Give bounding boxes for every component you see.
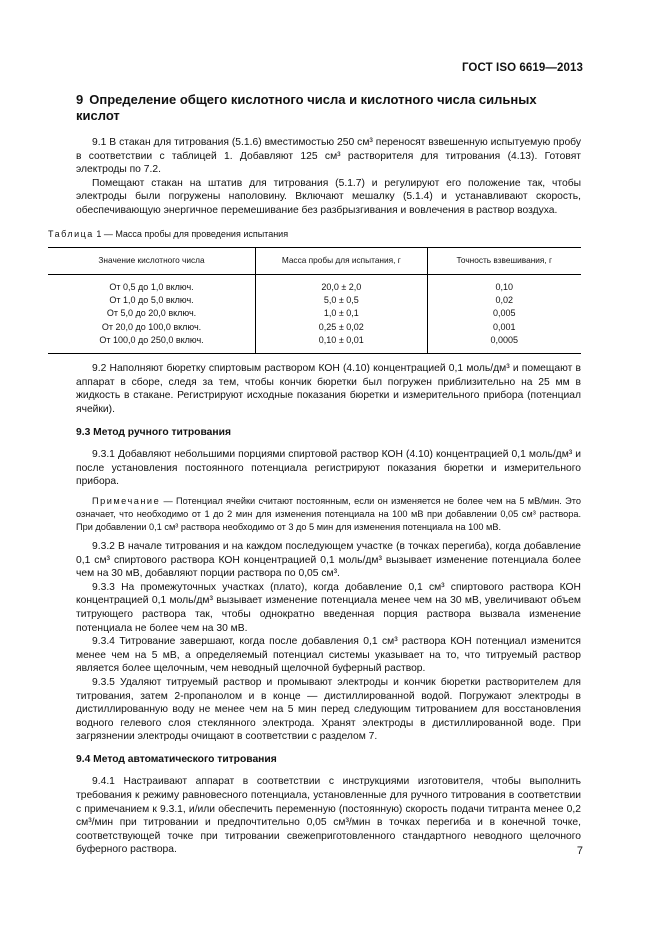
column-header: Значение кислотного числа xyxy=(48,248,256,275)
table-cell: 0,0005 xyxy=(427,334,581,354)
column-header: Масса пробы для испытания, г xyxy=(256,248,427,275)
sample-mass-table xyxy=(48,247,581,354)
table-caption-label: Таблица xyxy=(48,228,94,239)
table-row xyxy=(48,321,581,334)
subsection-9-3-heading: 9.3 Метод ручного титрования xyxy=(76,426,231,438)
table-cell: От 20,0 до 100,0 включ. xyxy=(101,321,202,332)
note xyxy=(76,495,581,534)
table-cell: 5,0 ± 0,5 xyxy=(256,294,427,307)
paragraph-9-1: 9.1 В стакан для титрования (5.1.6) вместимостью 250 см³ переносят взвешенную испытуемую пробу в соответствии с таблицей 1. Добавляют 125 см³ растворителя для титрования (4.13). Готовят электроды по 7.2. xyxy=(76,137,581,176)
section-number: 9 xyxy=(76,92,84,107)
table-cell: 20,0 ± 2,0 xyxy=(256,274,427,294)
paragraph-9-3-1: 9.3.1 Добавляют небольшими порциями спиртовой раствор КОН (4.10) концентрацией 0,1 моль/дм³ и после установления постоянного потенциала регистрируют показания бюретки и измерительного прибора. xyxy=(76,449,581,488)
table-cell: От 0,5 до 1,0 включ. xyxy=(109,281,194,292)
subsection-9-4-heading: 9.4 Метод автоматического титрования xyxy=(76,753,277,765)
table-header-row xyxy=(48,248,581,275)
table-cell: От 1,0 до 5,0 включ. xyxy=(109,295,194,306)
paragraph-9-3-3: 9.3.3 На промежуточных участках (плато), когда добавление 0,1 см³ спиртового раствора КОН концентрацией 0,1 моль/дм³ вызывает изменение потенциала менее чем на 30 мВ, увеличивают объем титрующего раствора так, чтобы однократно введенная порция раствора вызвала изменение потенциала не более чем на 30 мВ. xyxy=(76,581,581,634)
table-cell: 0,001 xyxy=(427,321,581,334)
note-label: Примечание xyxy=(92,495,161,506)
section-title: Определение общего кислотного числа и кислотного числа сильных кислот xyxy=(76,92,537,123)
table-row xyxy=(48,274,581,294)
table-cell: 0,10 xyxy=(427,274,581,294)
table-row xyxy=(48,294,581,307)
table-cell: 0,005 xyxy=(427,307,581,320)
section-9-heading xyxy=(76,92,581,124)
standard-header: ГОСТ ISO 6619—2013 xyxy=(461,62,583,74)
table-caption-text: 1 — Масса пробы для проведения испытания xyxy=(96,228,289,239)
table-cell: 0,10 ± 0,01 xyxy=(256,334,427,354)
note-text: — Потенциал ячейки считают постоянным, если он изменяется не более чем на 5 мВ/мин. Это означает, что необходимо от 1 до 2 мин для изменения потенциала на 100 мВ при добавлении 0,05 см³ раствора. При добавлении 0,1 см³ раствора необходимо от 3 до 5 мин для изменения потенциала на 100 мВ. xyxy=(76,495,581,532)
table-row xyxy=(48,307,581,320)
column-header: Точность взвешивания, г xyxy=(427,248,581,275)
table-row xyxy=(48,334,581,354)
table-cell: 1,0 ± 0,1 xyxy=(256,307,427,320)
page-number: 7 xyxy=(576,845,583,857)
table-caption xyxy=(48,228,581,242)
paragraph-9-3-4: 9.3.4 Титрование завершают, когда после добавления 0,1 см³ раствора КОН потенциал изменится менее чем на 5 мВ, а определяемый потенциал системы указывает на то, что титруемый раствор является более щелочным, чем неводный щелочной буферный раствор. xyxy=(76,636,581,675)
table-cell: От 100,0 до 250,0 включ. xyxy=(48,334,256,354)
page-content xyxy=(48,92,581,857)
table-cell: 0,02 xyxy=(427,294,581,307)
table-cell: От 5,0 до 20,0 включ. xyxy=(106,308,197,319)
paragraph-9-2: 9.2 Наполняют бюретку спиртовым раствором КОН (4.10) концентрацией 0,1 моль/дм³ и помещают в аппарат в сборе, следя за тем, чтобы кончик бюретки был погружен приблизительно на 25 мм в жидкость в стакане. Регистрируют исходные показания бюретки и измерительного прибора (потенциал ячейки). xyxy=(76,363,581,416)
paragraph-9-4-1: 9.4.1 Настраивают аппарат в соответствии с инструкциями изготовителя, чтобы выполнить требования к режиму равновесного потенциала, установленные для ручного титрования в соответствии с примечанием к 9.3.1, и/или обеспечить переменную (постоянную) скорость подачи титранта менее 0,2 см³/мин при титровании и предпочтительно 0,05 см³/мин в точках перегиба и в конечной точке, соответствующей точке при титровании свежеприготовленного стандартного неводного щелочного буферного раствора. xyxy=(76,776,581,856)
table-cell: 0,25 ± 0,02 xyxy=(256,321,427,334)
paragraph-9-3-5: 9.3.5 Удаляют титруемый раствор и промывают электроды и кончик бюретки растворителем для титрования, затем 2-пропанолом и в конце — дистиллированной водой. Погружают электроды в дистиллированную воду не менее чем на 5 мин перед следующим титрованием для восстановления водного гелевого слоя стеклянного электрода. Хранят электроды в дистиллированной воде. При загрязнении электроды очищают в соответствии с разделом 7. xyxy=(76,676,581,743)
paragraph-9-3-2: 9.3.2 В начале титрования и на каждом последующем участке (в точках перегиба), когда добавление 0,1 см³ спиртового раствора КОН концентрацией 0,1 моль/дм³ вызывает изменение потенциала более чем на 30 мВ, добавляют порции раствора по 0,05 см³. xyxy=(76,540,581,580)
paragraph-9-1-b: Помещают стакан на штатив для титрования (5.1.7) и регулируют его положение так, чтобы электроды были погружены наполовину. Включают мешалку (5.1.4) и устанавливают скорость, обеспечивающую энергичное перемешивание без разбрызгивания и вовлечения в раствор воздуха. xyxy=(76,177,581,216)
